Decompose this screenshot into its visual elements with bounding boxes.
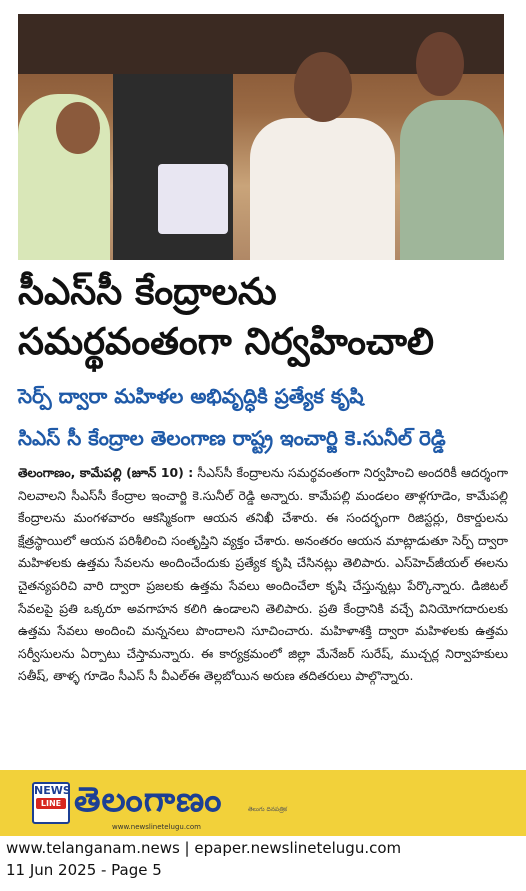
subhead-line-2: సిఎస్ సీ కేంద్రాల తెలంగాణ రాష్ట్ర ఇంచార్జి కె.సునీల్ రెడ్డి xyxy=(18,426,446,450)
headline-line-1: సీఎస్‌సీ కేంద్రాలను xyxy=(18,270,277,313)
logo-badge-top: NEWS xyxy=(34,784,71,797)
article-body xyxy=(18,462,508,762)
newsline-logo-icon xyxy=(32,782,70,824)
footer-sites: www.telanganam.news | epaper.newslinetelugu.com xyxy=(6,839,402,857)
article-dateline: తెలంగాణం, కామేపల్లి (జూన్ 10) : xyxy=(18,465,194,480)
photo-person-right xyxy=(400,100,504,260)
subhead-line-1: సెర్ప్ ద్వారా మహిళల అభివృద్ధికి ప్రత్యేక కృషి xyxy=(18,384,364,408)
article-photo xyxy=(18,14,504,260)
brand-url: www.newslinetelugu.com xyxy=(112,823,201,831)
logo-badge-bottom: LINE xyxy=(36,798,66,809)
article-text: సీఎస్‌సీ కేంద్రాలను సమర్థవంతంగా నిర్వహించి అందరికీ ఆదర్శంగా నిలవాలని సీఎస్‌సీ కేంద్రాల ఇంచార్జి కె.సునీల్ రెడ్డి అన్నారు. కామేపల్లి మండలం తాళ్లగూడెం, కామేపల్లి కేంద్రాలను మంగళవారం ఆకస్మికంగా ఆయన తనిఖీ చేశారు. ఈ సందర్భంగా రిజిస్టర్లు, రికార్డులను క్షేత్రస్థాయిలో ఆయన పరిశీలించి సంతృప్తిని వ్యక్తం చేశారు. అనంతరం ఆయన మాట్లాడుతూ సెర్ప్ ద్వారా మహిళలకు ఉత్తమ సేవలను అందించేందుకు ప్రత్యేక కృషి చేసినట్లు తెలిపారు. ఎస్‌హెచ్‌జీయల్ ఈలను చైతన్యపరిచి వారి ద్వారా ప్రజలకు ఉత్తమ సేవలు అందించేలా కృషి చేస్తున్నట్లు పేర్కొన్నారు. డిజిటల్ సేవలపై ప్రతి ఒక్కరూ అవగాహన కలిగి ఉండాలని తెలిపారు. ప్రతి కేంద్రానికి వచ్చే వినియోగదారులకు ఉత్తమ సేవలు అందించి మన్ననలు పొందాలని సూచించారు. మహిళాశక్తి ద్వారా మహిళలకు ఉత్తమ సర్వీసులను ఏర్పాటు చేస్తామన్నారు. ఈ కార్యక్రమంలో జిల్లా మేనేజర్ సురేష్, ముచ్చర్ల నిర్వాహకులు సతీష్, తాళ్ళ గూడెం సీఎస్ సీ వీఎల్ఈ తెల్లబోయిన అరుణ తదితరులు పాల్గొన్నారు. xyxy=(18,465,508,684)
photo-poster xyxy=(158,164,228,234)
brand-tagline: తెలుగు దినపత్రిక xyxy=(248,806,288,813)
photo-person-right-head xyxy=(416,32,464,96)
photo-person-center xyxy=(250,118,395,260)
headline-line-2: సమర్థవంతంగా నిర్వహించాలి xyxy=(18,320,434,363)
photo-person-woman-head xyxy=(56,102,100,154)
footer-date-page: 11 Jun 2025 - Page 5 xyxy=(6,861,162,879)
brand-name: తెలంగాణం xyxy=(74,780,223,820)
photo-person-center-head xyxy=(294,52,352,122)
